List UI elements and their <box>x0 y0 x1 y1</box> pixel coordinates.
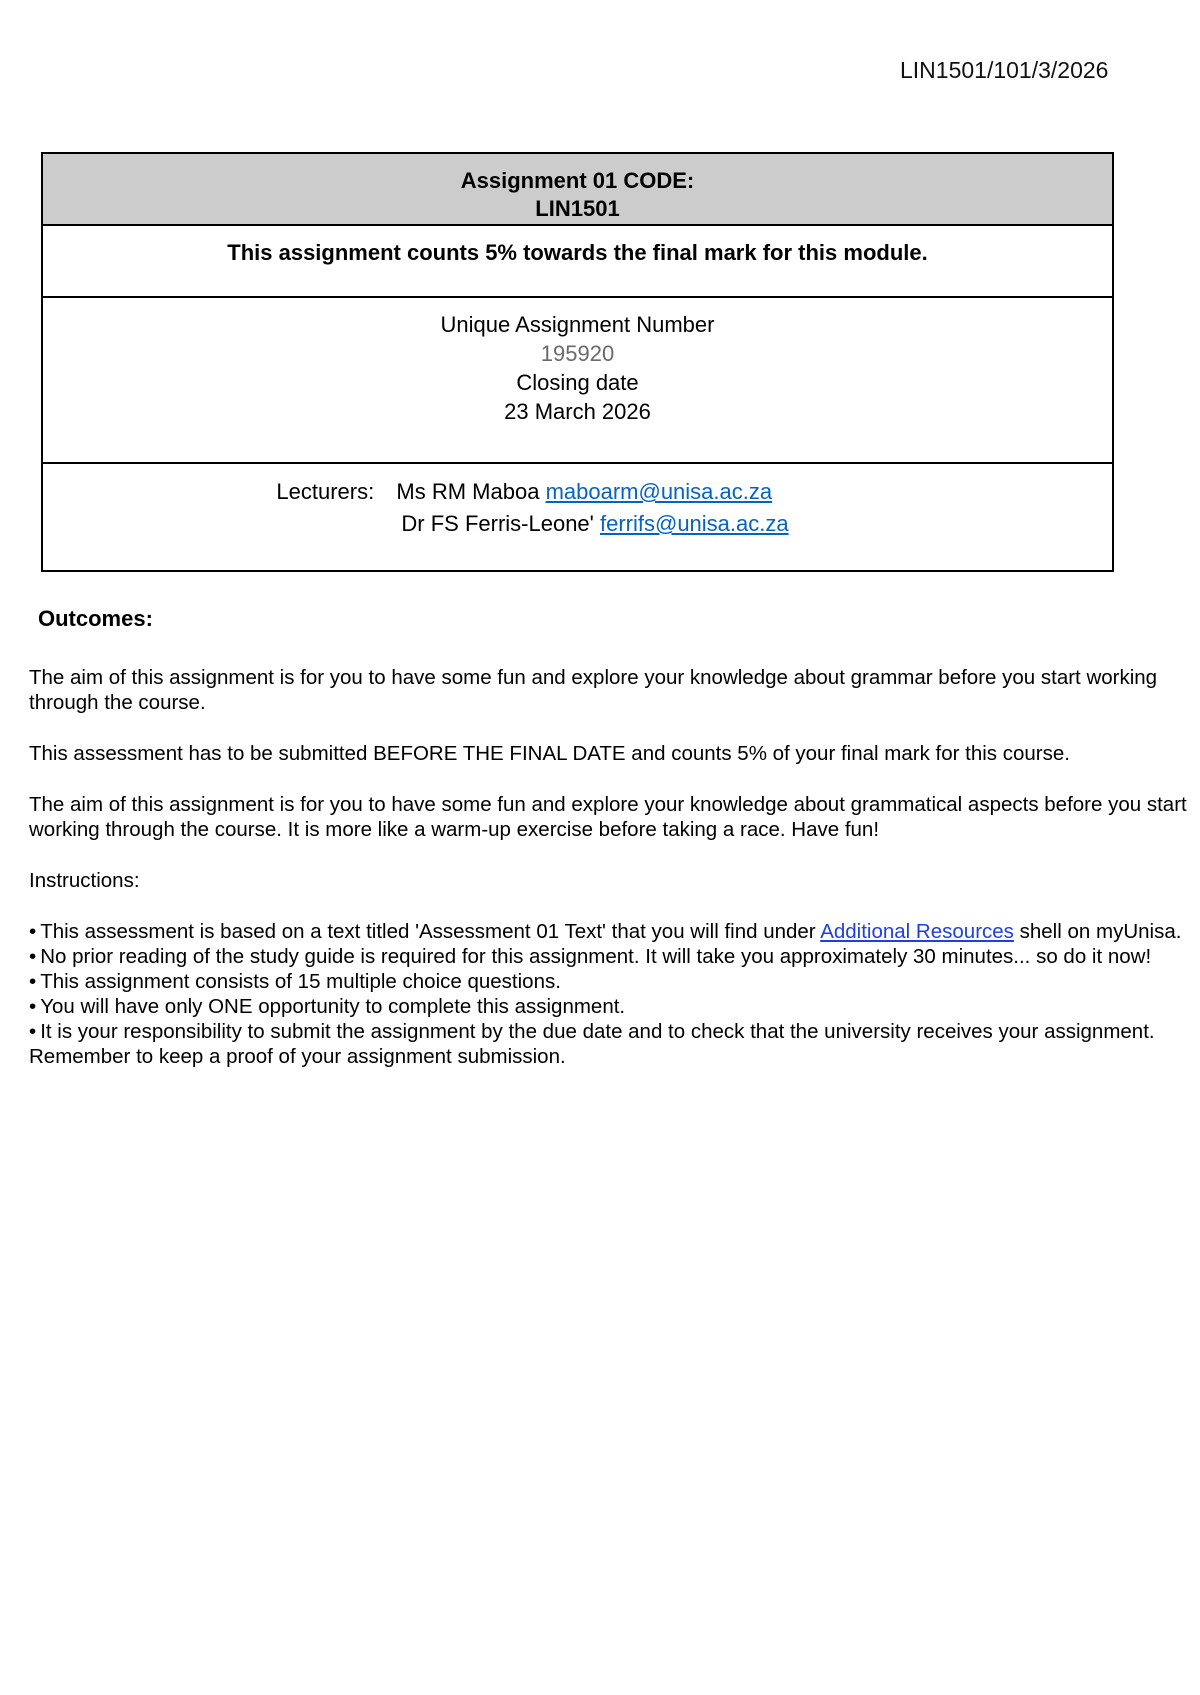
lecturer-2-name: Dr FS Ferris-Leone' <box>401 511 594 536</box>
assignment-title-row <box>42 153 1113 225</box>
assignment-title-cell <box>42 153 1113 225</box>
bullet-icon: • <box>29 995 37 1018</box>
lecturer-2 <box>276 508 788 540</box>
assignment-weight-cell <box>42 225 1113 297</box>
closing-date-label: Closing date <box>516 370 639 395</box>
outcomes-paragraph-1: The aim of this assignment is for you to have some fun and explore your knowledge about grammar before you start working through the course. <box>29 666 1158 714</box>
additional-resources-link[interactable]: Additional Resources <box>820 920 1014 943</box>
lecturer-1-email-link[interactable]: maboarm@unisa.ac.za <box>545 479 773 504</box>
instruction-item <box>29 994 1194 1019</box>
lecturers-row <box>42 463 1113 571</box>
unique-number-label: Unique Assignment Number <box>440 312 715 337</box>
instructions-label: Instructions: <box>29 869 140 892</box>
bullet-icon: • <box>29 1020 37 1043</box>
document-reference-code: LIN1501/101/3/2026 <box>900 57 1109 83</box>
instruction-1-text: This assessment is based on a text titled 'Assessment 01 Text' that you will find under <box>40 920 821 943</box>
lecturers-label: Lecturers: <box>276 479 375 504</box>
assignment-info-table <box>41 152 1114 572</box>
instruction-item <box>29 919 1194 944</box>
instructions-list <box>29 919 1194 1069</box>
outcomes-heading: Outcomes: <box>38 606 153 631</box>
assignment-details-row <box>42 297 1113 463</box>
outcomes-paragraph-2: This assessment has to be submitted BEFORE THE FINAL DATE and counts 5% of your final mark for this course. <box>29 742 1070 765</box>
lecturers-cell <box>42 463 1113 571</box>
instruction-2-text: No prior reading of the study guide is required for this assignment. It will take you approximately 30 minutes... so do it now! <box>40 945 1152 968</box>
bullet-icon: • <box>29 945 37 968</box>
bullet-icon: • <box>29 920 37 943</box>
outcomes-body <box>29 665 1194 1069</box>
lecturer-1-name: Ms RM Maboa <box>396 479 540 504</box>
instruction-item <box>29 944 1194 969</box>
instruction-4-text: You will have only ONE opportunity to complete this assignment. <box>40 995 626 1018</box>
assignment-weight-row <box>42 225 1113 297</box>
lecturer-2-email-link[interactable]: ferrifs@unisa.ac.za <box>599 511 789 536</box>
assignment-details-cell <box>42 297 1113 463</box>
closing-date-value: 23 March 2026 <box>504 399 651 424</box>
instruction-5-text: It is your responsibility to submit the assignment by the due date and to check that the university receives your assignment. Remember to keep a proof of your assignment submission. <box>29 1020 1155 1068</box>
instruction-1-text-end: shell on myUnisa. <box>1013 920 1182 943</box>
lecturers-block <box>276 464 788 540</box>
instruction-item <box>29 969 1194 994</box>
assignment-weight-text: This assignment counts 5% towards the final mark for this module. <box>227 240 928 265</box>
assignment-title: Assignment 01 CODE: <box>460 168 695 193</box>
instruction-3-text: This assignment consists of 15 multiple choice questions. <box>40 970 561 993</box>
module-code: LIN1501 <box>535 196 620 221</box>
lecturer-1 <box>276 476 788 508</box>
instruction-item <box>29 1019 1194 1069</box>
unique-assignment-number: 195920 <box>540 341 615 366</box>
outcomes-paragraph-3: The aim of this assignment is for you to have some fun and explore your knowledge about grammatical aspects before you start working through the course. It is more like a warm-up exercise before taking a race. Have fun! <box>29 793 1187 841</box>
bullet-icon: • <box>29 970 37 993</box>
